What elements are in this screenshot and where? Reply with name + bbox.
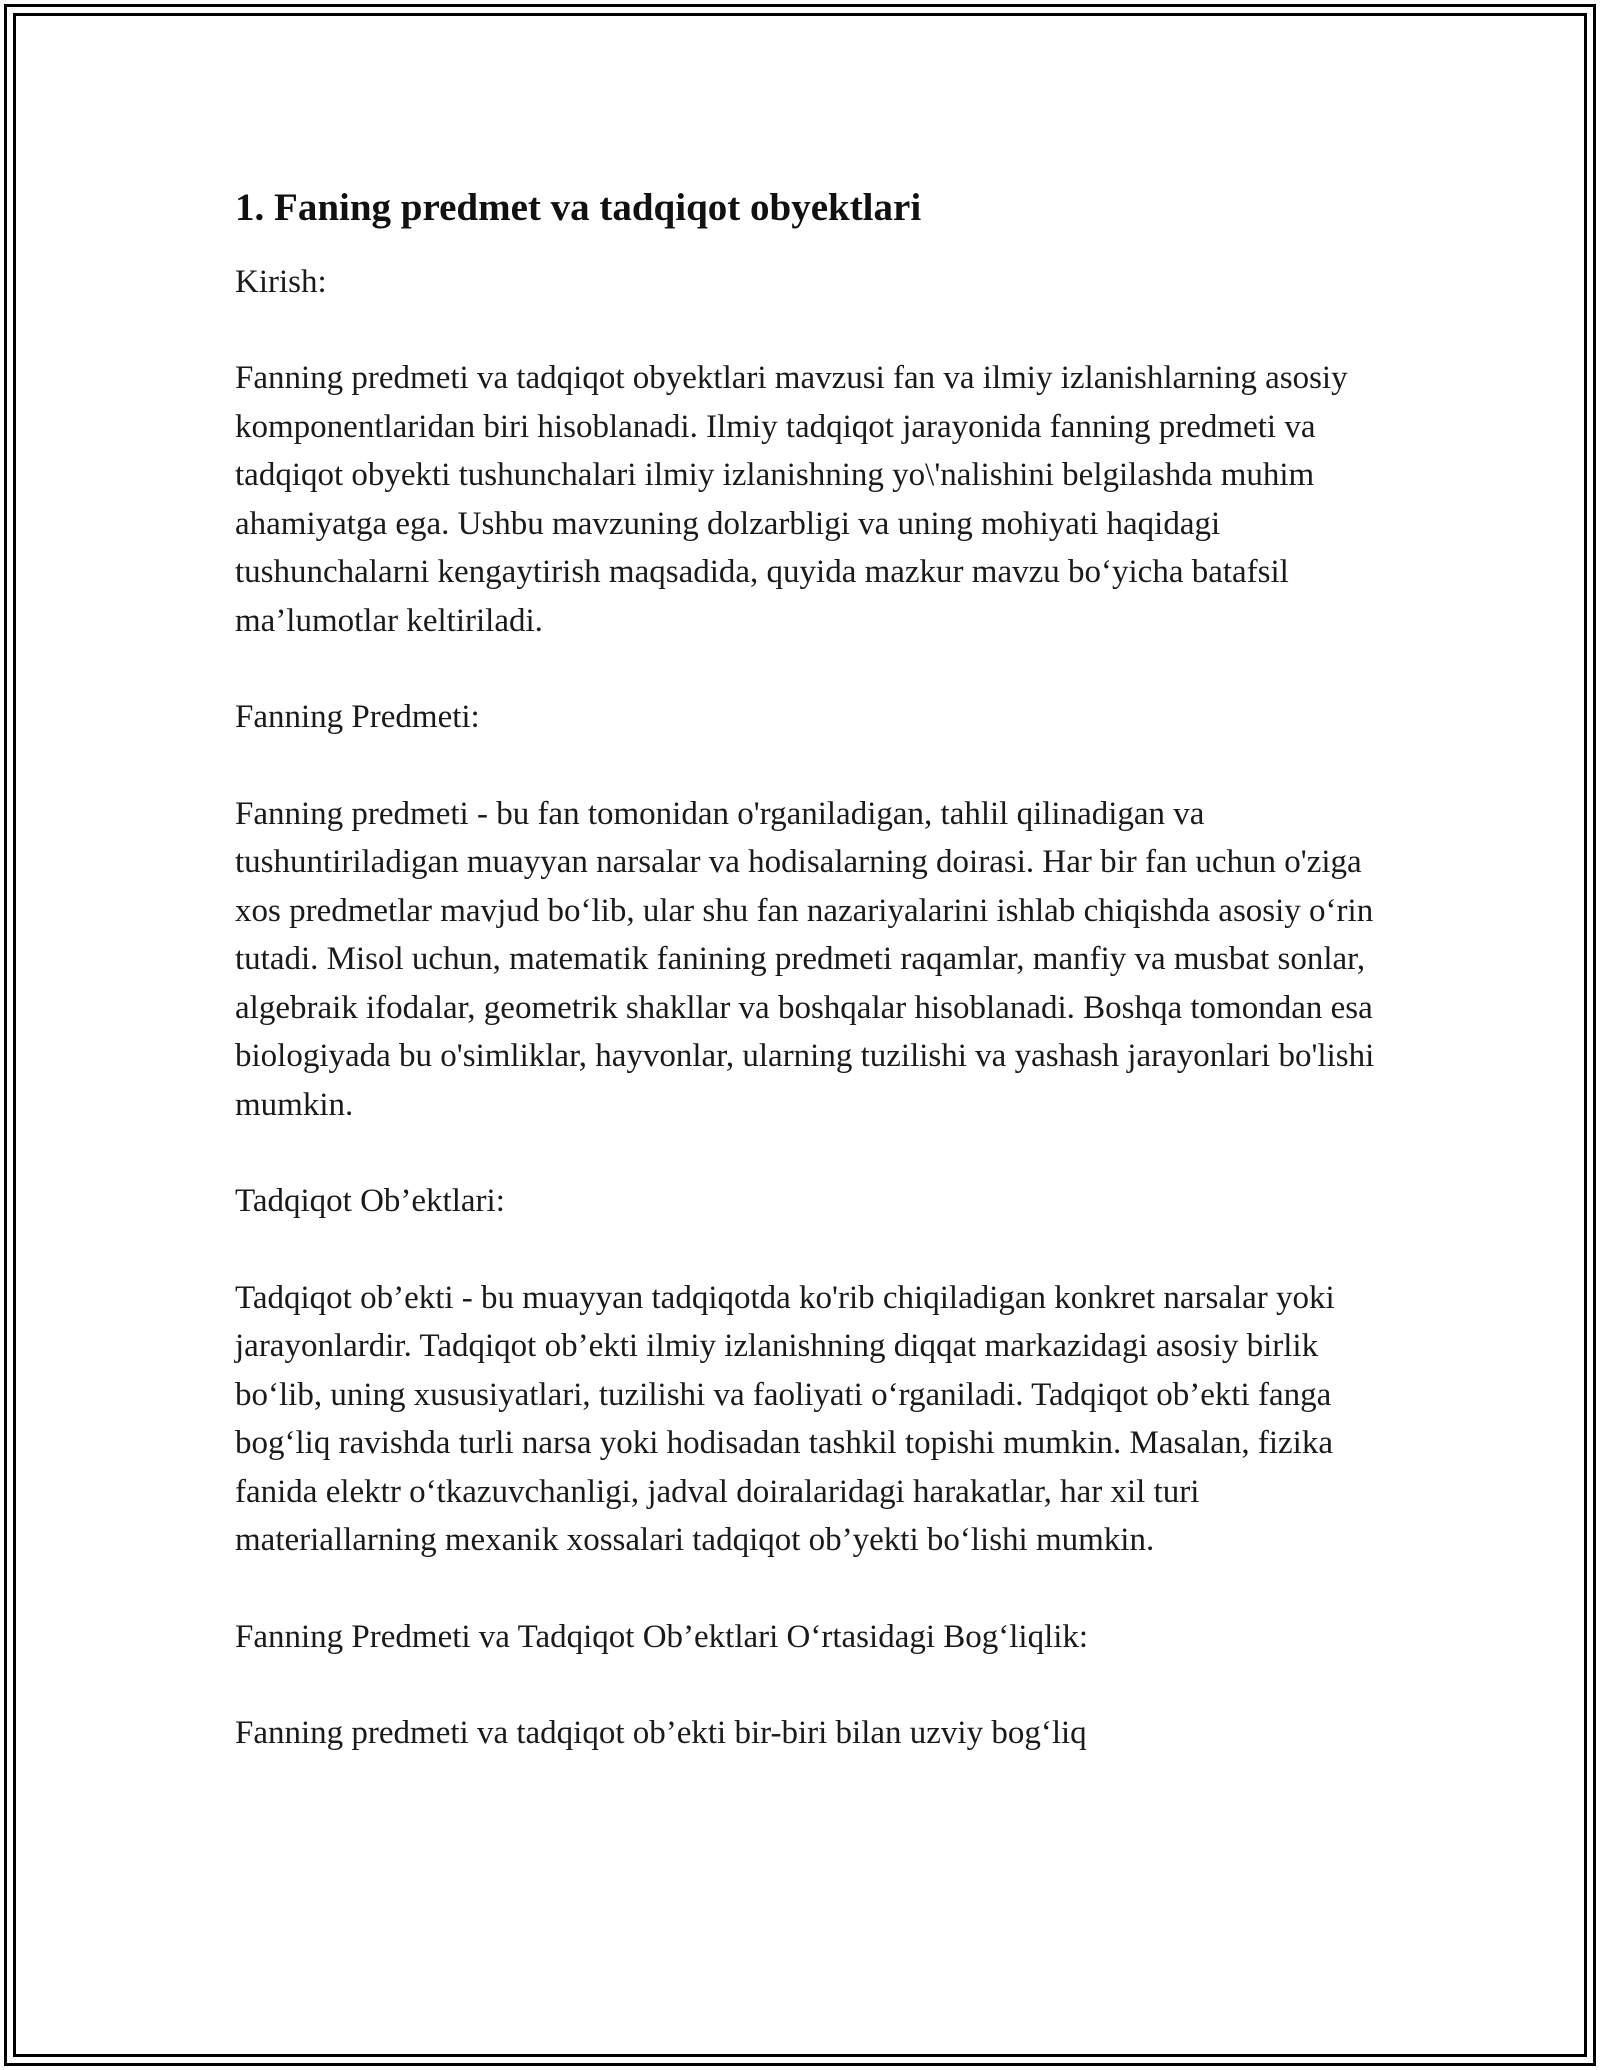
section-heading-tadqiqot-obektlari: Tadqiqot Ob’ektlari:: [235, 1183, 505, 1220]
paragraph-tadqiqot-obektlari: Tadqiqot ob’ekti - bu muayyan tadqiqotda ko'rib chiqiladigan konkret narsalar yoki jarayonlardir. Tadqiqot ob’ekti ilmiy izlanishning diqqat markazidagi asosiy birlik bo‘lib, uning xususiyatlari, tuzilishi va faoliyati o‘rganiladi. Tadqiqot ob’ekti fanga bog‘liq ravishda turli narsa yoki hodisadan tashkil topishi mumkin. Masalan, fizika fanida elektr o‘tkazuvchanligi, jadval doiralaridagi harakatlar, har xil turi materiallarning mexanik xossalari tadqiqot ob’yekti bo‘lishi mumkin.: [235, 1279, 1335, 1559]
document-page: [235, 185, 1385, 1806]
section-heading-boglqlik: Fanning Predmeti va Tadqiqot Ob’ektlari O‘rtasidagi Bog‘liqlik:: [235, 1618, 1089, 1655]
paragraph-boglqlik: Fanning predmeti va tadqiqot ob’ekti bir-biri bilan uzviy bog‘liq: [235, 1715, 1087, 1752]
paragraph-fanning-predmeti: Fanning predmeti - bu fan tomonidan o'rganiladigan, tahlil qilinadigan va tushuntiriladigan muayyan narsalar va hodisalarning doirasi. Har bir fan uchun o'ziga xos predmetlar mavjud bo‘lib, ular shu fan nazariyalarini ishlab chiqishda asosiy o‘rin tutadi. Misol uchun, matematik fanining predmeti raqamlar, manfiy va musbat sonlar, algebraik ifodalar, geometrik shakllar va boshqalar hisoblanadi. Boshqa tomondan esa biologiyada bu o'simliklar, hayvonlar, ularning tuzilishi va yashash jarayonlari bo'lishi mumkin.: [235, 795, 1375, 1123]
section-heading-fanning-predmeti: Fanning Predmeti:: [235, 699, 480, 736]
paragraph-intro: Fanning predmeti va tadqiqot obyektlari mavzusi fan va ilmiy izlanishlarning asosiy komponentlaridan biri hisoblanadi. Ilmiy tadqiqot jarayonida fanning predmeti va tadqiqot obyekti tushunchalari ilmiy izlanishning yo\'nalishini belgilashda muhim ahamiyatga ega. Ushbu mavzuning dolzarbligi va uning mohiyati haqidagi tushunchalarni kengaytirish maqsadida, quyida mazkur mavzu bo‘yicha batafsil ma’lumotlar keltiriladi.: [235, 360, 1348, 639]
section-heading-kirish: Kirish:: [235, 263, 327, 300]
document-title: 1. Faning predmet va tadqiqot obyektlari: [235, 186, 922, 229]
